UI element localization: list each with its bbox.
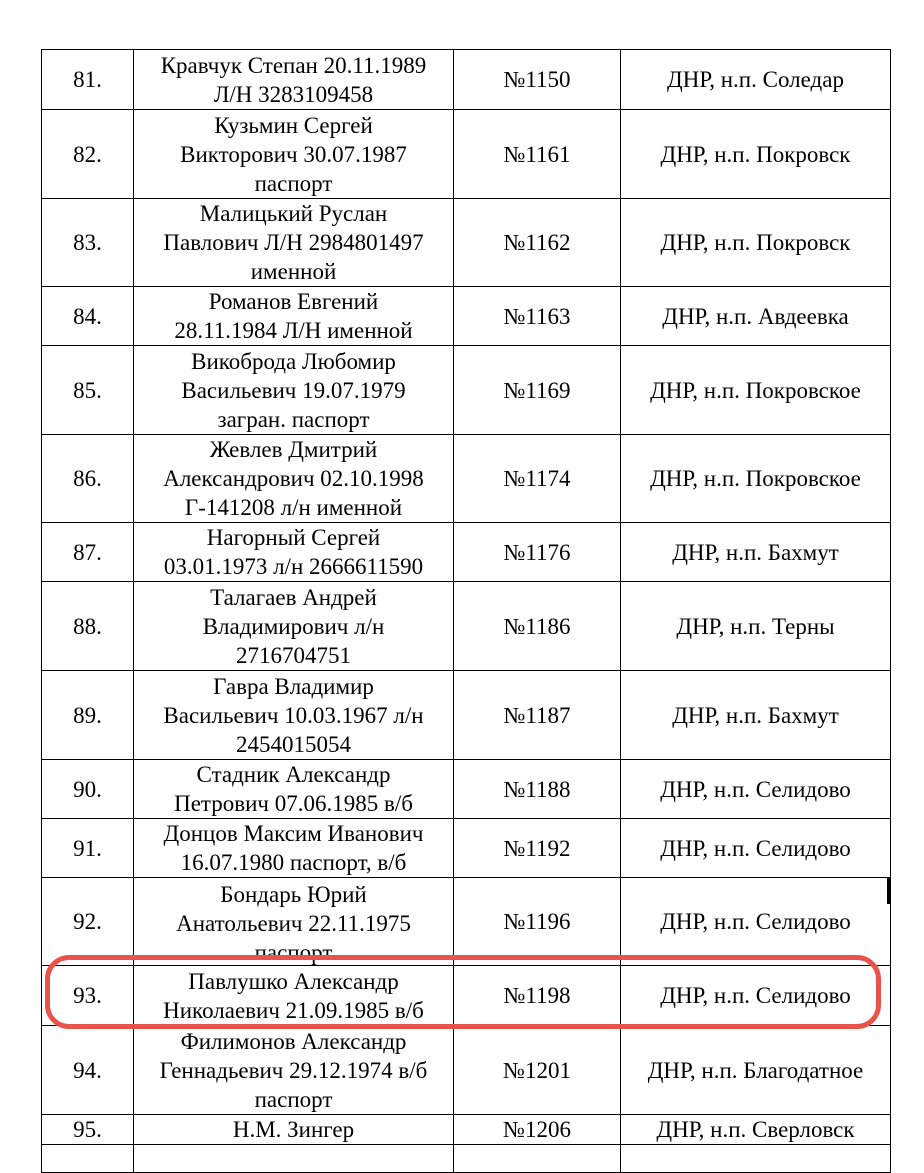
prisoner-list-table [41,49,891,1173]
person-line: Кузьмин Сергей [214,112,373,138]
person-cell [134,1026,454,1115]
person-line: Викоброда Любомир [191,348,396,374]
person-line: Донцов Максим Иванович [163,821,424,846]
location-cell: ДНР, н.п. Покровск [621,199,891,287]
table-row [42,760,891,819]
location-cell: ДНР, н.п. Бахмут [621,523,891,582]
person-line: Геннадьевич 29.12.1974 в/б [159,1057,428,1083]
person-line: Павлушко Александр [188,968,399,994]
person-line: Анатольевич 22.11.1975 [176,911,411,936]
person-line: Романов Евгений [208,289,379,314]
table-row [42,199,891,287]
table-row [42,1145,891,1173]
person-line: Стадник Александр [196,762,391,787]
table-row [42,582,891,671]
person-line: Н.М. Зингер [232,1117,355,1142]
person-cell [134,523,454,582]
person-line: Александрович 02.10.1998 [163,466,424,491]
order-number [454,1145,621,1173]
order-number: №1186 [454,582,621,671]
person-line: 03.01.1973 л/н 2666611590 [163,554,424,579]
location-cell: ДНР, н.п. Покровское [621,435,891,523]
order-number: №1163 [454,287,621,346]
person-line: Петрович 07.06.1985 в/б [174,791,413,816]
person-line: Нагорный Сергей [206,525,381,550]
person-cell [134,966,454,1026]
person-cell [134,199,454,287]
order-number: №1192 [454,819,621,878]
person-line: Малицький Руслан [199,201,388,226]
person-line: паспорт [254,1086,333,1112]
person-cell [134,878,454,966]
person-line: 16.07.1980 паспорт, в/б [180,850,407,875]
order-number: №1176 [454,523,621,582]
table-row [42,1115,891,1145]
order-number: №1174 [454,435,621,523]
order-number: №1187 [454,671,621,760]
person-cell [134,1145,454,1173]
table-row [42,287,891,346]
location-cell: ДНР, н.п. Покровск [621,110,891,199]
location-cell: ДНР, н.п. Селидово [621,819,891,878]
person-line: Г-141208 л/н именной [184,495,403,520]
location-cell: ДНР, н.п. Терны [621,582,891,671]
person-cell [134,50,454,110]
person-line: Л/Н 3283109458 [213,81,374,107]
person-line: паспорт [254,940,333,965]
table-row [42,110,891,199]
person-line: Бондарь Юрий [220,882,367,907]
order-number: №1162 [454,199,621,287]
row-number: 95. [42,1115,134,1145]
table-row [42,878,891,966]
order-number: №1188 [454,760,621,819]
person-line: паспорт [254,170,333,196]
person-line: 2454015054 [236,731,351,757]
location-cell: ДНР, н.п. Бахмут [621,671,891,760]
order-number: №1150 [454,50,621,110]
location-cell: ДНР, н.п. Селидово [621,966,891,1026]
table-row [42,50,891,110]
table-row [42,346,891,435]
row-number [42,1145,134,1173]
location-cell: ДНР, н.п. Сверловск [621,1115,891,1145]
location-cell [621,1145,891,1173]
order-number: №1161 [454,110,621,199]
location-cell: ДНР, н.п. Селидово [621,878,891,966]
table-row [42,966,891,1026]
location-cell: ДНР, н.п. Покровское [621,346,891,435]
person-line: 28.11.1984 Л/Н именной [174,318,413,343]
table-row [42,523,891,582]
person-cell [134,346,454,435]
location-cell: ДНР, н.п. Селидово [621,760,891,819]
person-line: Филимонов Александр [180,1028,407,1054]
person-line: загран. паспорт [217,406,370,432]
order-number: №1201 [454,1026,621,1115]
person-line: 2716704751 [236,642,351,668]
row-number: 84. [42,287,134,346]
location-cell: ДНР, н.п. Авдеевка [621,287,891,346]
person-cell [134,582,454,671]
row-number: 88. [42,582,134,671]
margin-mark [887,877,890,904]
person-line: Павлович Л/Н 2984801497 [163,230,424,255]
table-row [42,435,891,523]
row-number: 87. [42,523,134,582]
order-number: №1196 [454,878,621,966]
table-row [42,1026,891,1115]
table-row [42,819,891,878]
person-line: Васильевич 19.07.1979 [181,377,406,403]
row-number: 86. [42,435,134,523]
row-number: 90. [42,760,134,819]
row-number: 94. [42,1026,134,1115]
person-line: Васильевич 10.03.1967 л/н [163,702,424,728]
row-number: 82. [42,110,134,199]
person-line: Викторович 30.07.1987 [180,141,407,167]
person-cell [134,1115,454,1145]
row-number: 83. [42,199,134,287]
person-cell [134,760,454,819]
person-line: Кравчук Степан 20.11.1989 [160,52,427,78]
row-number: 89. [42,671,134,760]
row-number: 92. [42,878,134,966]
person-line: Николаевич 21.09.1985 в/б [163,997,424,1023]
person-cell [134,110,454,199]
person-line: Талагаев Андрей [210,584,377,610]
person-cell [134,671,454,760]
person-cell [134,435,454,523]
row-number: 85. [42,346,134,435]
order-number: №1198 [454,966,621,1026]
order-number: №1206 [454,1115,621,1145]
location-cell: ДНР, н.п. Благодатное [621,1026,891,1115]
row-number: 91. [42,819,134,878]
person-cell [134,819,454,878]
order-number: №1169 [454,346,621,435]
table-row [42,671,891,760]
person-cell [134,287,454,346]
person-line: Жевлев Дмитрий [209,437,378,462]
location-cell: ДНР, н.п. Соледар [621,50,891,110]
person-line: именной [250,259,337,284]
row-number: 81. [42,50,134,110]
person-line: Гавра Владимир [213,673,374,699]
row-number: 93. [42,966,134,1026]
person-line: Владимирович л/н [202,613,385,639]
